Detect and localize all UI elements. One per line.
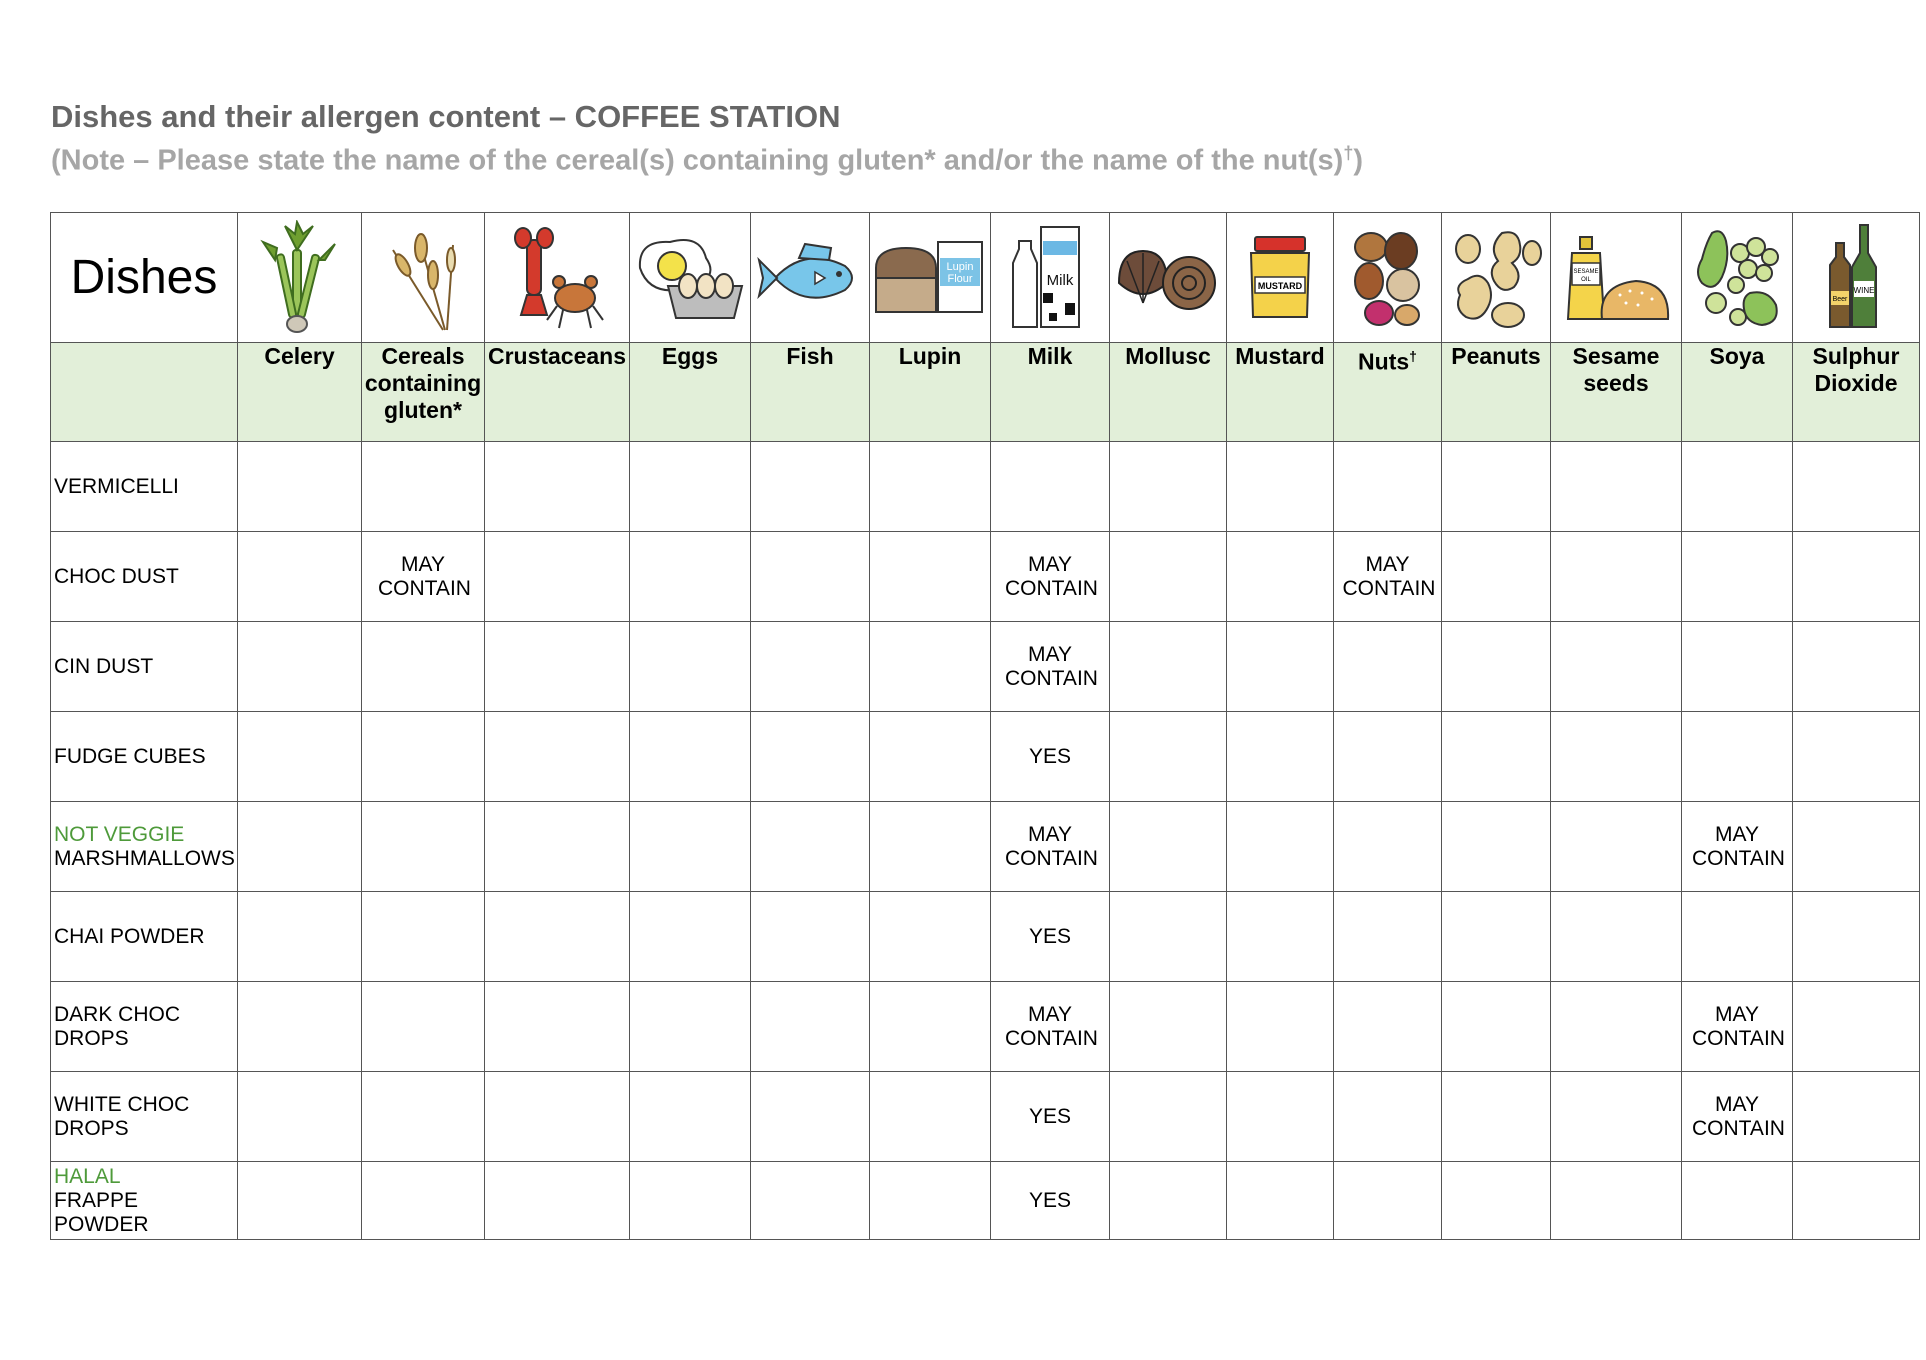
allergen-cell-value: MAY CONTAIN: [1692, 1092, 1785, 1140]
allergen-cell: [485, 442, 630, 532]
allergen-cell: [362, 532, 485, 622]
allergen-cell: [1334, 712, 1442, 802]
allergen-cell: [1551, 1162, 1682, 1240]
allergen-cell: [362, 712, 485, 802]
soya-icon: [1682, 213, 1793, 343]
table-row: [51, 1162, 1920, 1240]
allergen-cell: [1334, 1072, 1442, 1162]
allergen-cell: [1682, 622, 1793, 712]
dish-name: [51, 622, 238, 712]
allergen-cell: [1227, 892, 1334, 982]
dishes-header: Dishes: [51, 213, 238, 343]
allergen-cell: [1793, 1162, 1920, 1240]
allergen-cell: [630, 442, 751, 532]
allergen-name-sesame: Sesame seeds: [1551, 343, 1682, 442]
allergen-cell: [362, 802, 485, 892]
dish-name: [51, 1162, 238, 1240]
allergen-cell: [1227, 1162, 1334, 1240]
allergen-cell: [1110, 532, 1227, 622]
allergen-cell: [238, 1162, 362, 1240]
allergen-cell: [870, 982, 991, 1072]
dish-name-line: VERMICELLI: [54, 474, 179, 498]
svg-text:OIL: OIL: [1581, 276, 1591, 283]
dish-name: [51, 1072, 238, 1162]
allergen-cell: [870, 1162, 991, 1240]
allergen-cell: [630, 712, 751, 802]
allergen-cell: [1334, 802, 1442, 892]
crustacean-icon: [485, 213, 630, 343]
allergen-cell: [991, 532, 1110, 622]
allergen-cell: [485, 982, 630, 1072]
allergen-cell-value: MAY CONTAIN: [1692, 1002, 1785, 1050]
allergen-cell: [1793, 892, 1920, 982]
allergen-cell: [485, 802, 630, 892]
allergen-name-lupin: Lupin: [870, 343, 991, 442]
allergen-cell: [630, 982, 751, 1072]
allergen-cell: [1551, 982, 1682, 1072]
allergen-cell: [1682, 982, 1793, 1072]
allergen-cell: [1442, 622, 1551, 712]
allergen-cell: [485, 1072, 630, 1162]
dish-name: [51, 982, 238, 1072]
dish-name-line: FUDGE CUBES: [54, 744, 206, 768]
allergen-cell-value: YES: [1028, 1104, 1072, 1128]
allergen-cell: [1110, 802, 1227, 892]
allergen-cell: [485, 532, 630, 622]
allergen-cell: [630, 532, 751, 622]
allergen-cell: [870, 802, 991, 892]
allergen-cell: [751, 532, 870, 622]
allergen-cell: [870, 532, 991, 622]
dish-name-line: CHAI POWDER: [54, 924, 205, 948]
dish-rows: [51, 442, 1920, 1240]
allergen-cell: [1227, 1072, 1334, 1162]
allergen-cell: [362, 1162, 485, 1240]
allergen-cell: [1551, 1072, 1682, 1162]
allergen-cell-value: MAY CONTAIN: [1005, 552, 1098, 600]
sulphur-dioxide-icon: [1793, 213, 1920, 343]
allergen-cell: [1227, 622, 1334, 712]
dish-name: [51, 442, 238, 532]
allergen-cell-value: MAY CONTAIN: [1005, 642, 1098, 690]
allergen-cell: [238, 1072, 362, 1162]
fish-icon: [751, 213, 870, 343]
dish-name-line: DARK CHOC: [54, 1002, 181, 1026]
allergen-cell: [1110, 712, 1227, 802]
allergen-cell: [870, 1072, 991, 1162]
table-row: [51, 1072, 1920, 1162]
allergen-cell: [991, 712, 1110, 802]
allergen-cell: [991, 982, 1110, 1072]
dish-tag: NOT VEGGIE: [54, 822, 185, 846]
wheat-icon: [362, 213, 485, 343]
allergen-cell: [1793, 982, 1920, 1072]
svg-text:WINE: WINE: [1853, 285, 1875, 295]
allergen-cell-value: MAY CONTAIN: [1692, 822, 1785, 870]
allergen-name-blank: [51, 343, 238, 442]
allergen-cell: [1551, 532, 1682, 622]
allergen-cell: [362, 622, 485, 712]
dish-tag: HALAL: [54, 1164, 121, 1188]
allergen-cell: [991, 442, 1110, 532]
allergen-name-eggs: Eggs: [630, 343, 751, 442]
table-row: [51, 892, 1920, 982]
allergen-name-crustaceans: Crustaceans: [485, 343, 630, 442]
allergen-cell: [1334, 982, 1442, 1072]
allergen-cell-value: MAY CONTAIN: [378, 552, 471, 600]
mustard-icon: [1227, 213, 1334, 343]
allergen-cell-value: MAY CONTAIN: [1005, 1002, 1098, 1050]
allergen-cell: [238, 712, 362, 802]
allergen-name-cereals: Cereals containing gluten*: [362, 343, 485, 442]
dish-name: [51, 892, 238, 982]
dish-name-line: DROPS: [54, 1026, 129, 1050]
sesame-icon: [1551, 213, 1682, 343]
allergen-cell: [485, 1162, 630, 1240]
allergen-cell: [630, 622, 751, 712]
allergen-cell: [1551, 892, 1682, 982]
icon-row: [51, 213, 1920, 343]
allergen-cell: [751, 892, 870, 982]
allergen-cell: [1110, 1162, 1227, 1240]
allergen-cell: [1793, 712, 1920, 802]
allergen-cell: [870, 712, 991, 802]
allergen-cell: [1793, 622, 1920, 712]
allergen-cell: [1334, 532, 1442, 622]
allergen-cell: [1793, 442, 1920, 532]
allergen-cell: [751, 802, 870, 892]
allergen-cell: [751, 1162, 870, 1240]
page-title: Dishes and their allergen content – COFFEE STATION: [51, 99, 841, 134]
allergen-cell: [630, 802, 751, 892]
allergen-name-fish: Fish: [751, 343, 870, 442]
allergen-name-milk: Milk: [991, 343, 1110, 442]
allergen-cell: [1682, 802, 1793, 892]
allergen-cell: [1110, 1072, 1227, 1162]
allergen-cell: [1442, 982, 1551, 1072]
page-note: [51, 143, 1363, 178]
allergen-cell: [1227, 802, 1334, 892]
allergen-cell: [1227, 712, 1334, 802]
allergen-name-celery: Celery: [238, 343, 362, 442]
allergen-cell: [1682, 532, 1793, 622]
allergen-name-sulphur-dioxide: Sulphur Dioxide: [1793, 343, 1920, 442]
allergen-cell: [630, 1072, 751, 1162]
allergen-cell: [1551, 442, 1682, 532]
lupin-icon: [870, 213, 991, 343]
allergen-name-nuts: Nuts†: [1334, 343, 1442, 442]
table-row: [51, 622, 1920, 712]
peanut-icon: [1442, 213, 1551, 343]
allergen-cell-value: YES: [1028, 924, 1072, 948]
allergen-cell: [1551, 802, 1682, 892]
allergen-cell: [1110, 622, 1227, 712]
allergen-cell: [630, 892, 751, 982]
allergen-cell: [870, 622, 991, 712]
allergen-cell: [1442, 1072, 1551, 1162]
allergen-cell-value: YES: [1028, 1188, 1072, 1212]
svg-text:Beer: Beer: [1832, 295, 1848, 303]
allergen-cell: [870, 442, 991, 532]
allergen-cell: [1682, 1072, 1793, 1162]
allergen-cell: [1334, 892, 1442, 982]
allergen-cell: [991, 1072, 1110, 1162]
svg-text:SESAME: SESAME: [1573, 268, 1599, 275]
note-close: ): [1353, 144, 1364, 177]
egg-icon: [630, 213, 751, 343]
allergen-cell-value: MAY CONTAIN: [1005, 822, 1098, 870]
allergen-cell: [238, 982, 362, 1072]
allergen-cell: [1793, 532, 1920, 622]
allergen-cell: [751, 442, 870, 532]
allergen-cell: [238, 442, 362, 532]
allergen-cell-value: MAY CONTAIN: [1342, 552, 1436, 600]
allergen-cell: [1682, 892, 1793, 982]
dish-name: [51, 802, 238, 892]
allergen-name-soya: Soya: [1682, 343, 1793, 442]
allergen-cell: [751, 622, 870, 712]
allergen-name-mollusc: Mollusc: [1110, 343, 1227, 442]
allergen-cell: [1227, 982, 1334, 1072]
allergen-cell: [1793, 802, 1920, 892]
table-row: [51, 802, 1920, 892]
dish-name-line: CHOC DUST: [54, 564, 179, 588]
allergen-table: [50, 212, 1920, 1240]
allergen-cell-value: YES: [1028, 744, 1072, 768]
table-row: [51, 442, 1920, 532]
allergen-name-mustard: Mustard: [1227, 343, 1334, 442]
dish-name-line: MARSHMALLOWS: [54, 846, 235, 870]
allergen-cell: [991, 1162, 1110, 1240]
allergen-cell: [238, 802, 362, 892]
allergen-cell: [1334, 622, 1442, 712]
allergen-cell: [1442, 532, 1551, 622]
allergen-cell: [1110, 982, 1227, 1072]
table-row: [51, 712, 1920, 802]
allergen-cell: [870, 892, 991, 982]
allergen-cell: [751, 1072, 870, 1162]
celery-icon: [238, 213, 362, 343]
svg-text:MUSTARD: MUSTARD: [1257, 280, 1303, 291]
allergen-cell: [1682, 1162, 1793, 1240]
allergen-cell: [1551, 622, 1682, 712]
allergen-cell: [1793, 1072, 1920, 1162]
dish-name: [51, 712, 238, 802]
allergen-name-row: [51, 343, 1920, 442]
allergen-cell: [991, 622, 1110, 712]
lupin-icon-text: Lupin: [946, 260, 974, 273]
allergen-cell: [1682, 442, 1793, 532]
allergen-cell: [485, 892, 630, 982]
dish-name-line: FRAPPE: [54, 1188, 139, 1212]
allergen-cell: [485, 712, 630, 802]
allergen-cell: [991, 802, 1110, 892]
allergen-cell: [238, 892, 362, 982]
allergen-cell: [1227, 532, 1334, 622]
allergen-cell: [1334, 1162, 1442, 1240]
table-row: [51, 532, 1920, 622]
allergen-cell: [485, 622, 630, 712]
allergen-cell: [1110, 442, 1227, 532]
dish-name-line: CIN DUST: [54, 654, 154, 678]
dish-name-line: POWDER: [54, 1212, 149, 1236]
nuts-icon: [1334, 213, 1442, 343]
allergen-cell: [238, 532, 362, 622]
dish-name: [51, 532, 238, 622]
table-row: [51, 982, 1920, 1072]
mollusc-icon: [1110, 213, 1227, 343]
allergen-cell: [1442, 892, 1551, 982]
allergen-cell: [362, 1072, 485, 1162]
allergen-cell: [1442, 1162, 1551, 1240]
dish-name-line: WHITE CHOC: [54, 1092, 190, 1116]
allergen-cell: [751, 982, 870, 1072]
allergen-cell: [630, 1162, 751, 1240]
allergen-cell: [1334, 442, 1442, 532]
allergen-cell: [362, 892, 485, 982]
allergen-cell: [1442, 712, 1551, 802]
dish-name-line: DROPS: [54, 1116, 129, 1140]
allergen-cell: [1442, 442, 1551, 532]
allergen-cell: [751, 712, 870, 802]
allergen-cell: [362, 442, 485, 532]
allergen-cell: [1110, 892, 1227, 982]
svg-text:Flour: Flour: [947, 272, 973, 285]
milk-icon: [991, 213, 1110, 343]
allergen-cell: [238, 622, 362, 712]
allergen-cell: [1227, 442, 1334, 532]
allergen-cell: [991, 892, 1110, 982]
allergen-cell: [1682, 712, 1793, 802]
note-dagger: †: [1343, 143, 1354, 163]
allergen-cell: [362, 982, 485, 1072]
svg-text:Milk: Milk: [1046, 271, 1074, 289]
note-text: (Note – Please state the name of the cereal(s) containing gluten* and/or the name of the nut(s): [51, 144, 1344, 177]
allergen-cell: [1442, 802, 1551, 892]
allergen-cell: [1551, 712, 1682, 802]
allergen-name-peanuts: Peanuts: [1442, 343, 1551, 442]
